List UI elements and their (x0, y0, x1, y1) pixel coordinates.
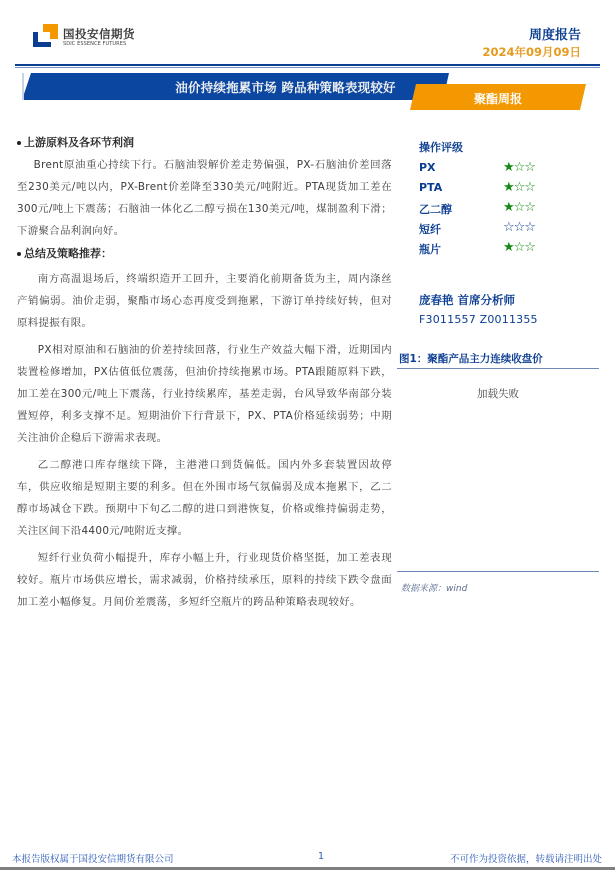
paragraph-px-pta: PX相对原油和石脑油的价差持续回落，行业生产效益大幅下滑，近期国内装置检修增加，PX估值低位震荡，但油价持续拖累市场。PTA跟随原料下跌，加工差在300元/吨上下震荡，行业持续累库，基差走弱，台风导致华南部分装置短停，利多支撑不足。短期油价下行背景下，PX、PTA价格延续弱势；中期关注油价企稳后下游需求表现。 (17, 344, 392, 444)
paragraph-upstream: Brent原油重心持续下行。石脑油裂解价差走势偏强，PX-石脑油价差回落至230美元/吨以内，PX-Brent价差降至330美元/吨附近。PTA现货加工差在300元/吨上下震荡；石脑油一体化乙二醇亏损在130美元/吨，煤制盈利下滑；下游聚合品利润向好。 (17, 159, 392, 237)
rating-product: 瓶片 (419, 243, 441, 256)
section-heading-upstream: 上游原料及各环节利润 (17, 132, 392, 154)
header-divider (15, 64, 600, 66)
figure-divider-top (397, 368, 599, 369)
main-content (17, 132, 392, 618)
rating-title: 操作评级 (419, 141, 463, 154)
rating-row-psf (419, 219, 599, 239)
report-type: 周度报告 (528, 28, 581, 43)
logo-mark-icon (33, 24, 59, 48)
paragraph-meg: 乙二醇港口库存继续下降，主港港口到货偏低。国内外多套装置因故停车，供应收缩是短期主要的利多。但在外围市场气氛偏弱及成本拖累下，乙二醇市场减仓下跌。预期中下旬乙二醇的进口到港恢复，价格或维持偏弱走势，关注区间下沿4400元/吨附近支撑。 (17, 459, 392, 537)
paragraph-terminal: 南方高温退场后，终端织造开工回升，主要消化前期备货为主，周内涤丝产销偏弱。油价走弱，聚酯市场心态再度受到拖累，下游订单持续好转，但对原料提振有限。 (17, 273, 392, 329)
header-divider-thin (15, 67, 600, 68)
star-rating-icon: ☆☆☆ (503, 220, 535, 235)
star-rating-icon: ★☆☆ (503, 240, 535, 255)
rating-row-meg (419, 199, 599, 219)
logo-name-en: SDIC ESSENCE FUTURES (63, 41, 127, 47)
rating-panel (419, 139, 599, 259)
star-rating-icon: ★☆☆ (503, 160, 535, 175)
page-number: 1 (318, 851, 325, 862)
category-banner (410, 84, 586, 110)
star-rating-icon: ★☆☆ (503, 200, 535, 215)
section-heading-summary: 总结及策略推荐： (17, 243, 392, 265)
report-date: 2024年09月09日 (482, 45, 581, 59)
bullet-icon (17, 141, 21, 145)
analyst-name: 庞春艳 首席分析师 (419, 293, 516, 307)
title-banner (22, 73, 449, 100)
bullet-icon (17, 252, 21, 256)
figure-source: 数据来源：wind (401, 584, 468, 594)
figure-divider-bottom (397, 571, 599, 572)
footer-disclaimer: 不可作为投资依据，转载请注明出处 (449, 854, 602, 865)
report-title: 油价持续拖累市场 跨品种策略表现较好 (175, 80, 396, 95)
rating-product: PX (419, 161, 436, 174)
report-category: 聚酯周报 (473, 92, 522, 106)
company-logo (33, 24, 138, 52)
logo-name-cn: 国投安信期货 (63, 27, 135, 41)
star-rating-icon: ★☆☆ (503, 180, 535, 195)
paragraph-psf-bottle: 短纤行业负荷小幅提升，库存小幅上升，行业现货价格坚挺，加工差表现较好。瓶片市场供应增长，需求减弱，价格持续承压，原料的持续下跌令盘面加工差小幅修复。月间价差震荡，多短纤空瓶片的跨品种策略表现较好。 (17, 552, 392, 608)
analyst-info (419, 292, 538, 326)
rating-row-px (419, 159, 599, 179)
analyst-license-ids: F3011557 Z0011355 (419, 313, 538, 326)
figure-title: 图1：聚酯产品主力连续收盘价 (399, 353, 543, 365)
figure-load-failed: 加载失败 (477, 388, 519, 400)
rating-row-bottle-chip (419, 239, 599, 259)
rating-row-pta (419, 179, 599, 199)
rating-product: 短纤 (419, 223, 441, 236)
rating-product: 乙二醇 (419, 203, 452, 216)
footer-copyright: 本报告版权属于国投安信期货有限公司 (12, 854, 174, 865)
rating-product: PTA (419, 181, 443, 194)
